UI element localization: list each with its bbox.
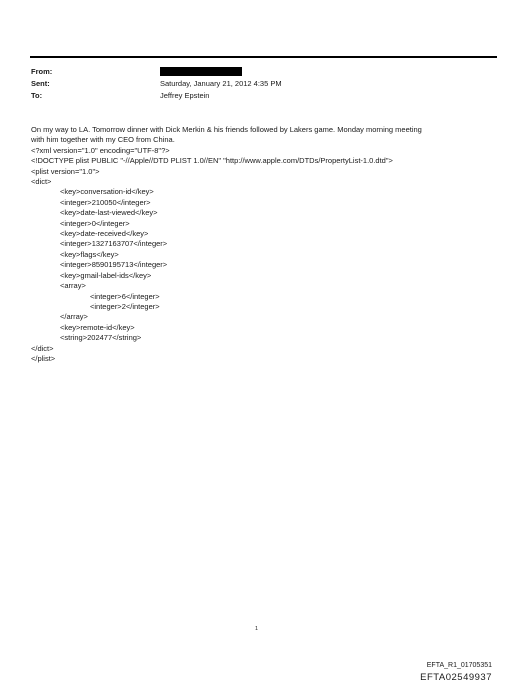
message-line: On my way to LA. Tomorrow dinner with Dick Merkin & his friends followed by Lakers game. Monday morning meeting [31,125,422,134]
to-value: Jeffrey Epstein [160,91,210,100]
redaction-box [160,67,242,76]
dict-close: </dict> [31,343,54,353]
document-id-secondary: EFTA02549937 [420,672,492,683]
plist-entry: <key>date-last-viewed</key> [60,208,158,218]
plist-entry: <integer>6</integer> [90,291,160,301]
plist-open: <plist version="1.0"> [31,166,100,176]
dict-open: <dict> [31,177,52,187]
doctype-line: <!DOCTYPE plist PUBLIC "-//Apple//DTD PLIST 1.0//EN" "http://www.apple.com/DTDs/PropertyList-1.0.dtd"> [31,156,393,166]
plist-entry: <integer>1327163707</integer> [60,239,168,249]
email-body [31,125,501,364]
header-divider [30,56,497,58]
plist-entry: <key>flags</key> [60,249,119,259]
plist-entry: <string>202477</string> [60,333,142,343]
sent-label: Sent: [31,79,50,88]
plist-entry: <array> [60,281,86,291]
page-number: 1 [255,626,259,632]
xml-declaration: <?xml version="1.0" encoding="UTF-8"?> [31,145,170,155]
message-line: with him together with my CEO from China. [31,135,175,145]
plist-entry: <key>date-received</key> [60,229,149,239]
plist-entry: <integer>0</integer> [60,218,130,228]
plist-entry: <integer>210050</integer> [60,197,151,207]
document-id-primary: EFTA_R1_01705351 [426,662,492,669]
plist-entry: <key>conversation-id</key> [60,187,154,197]
from-label: From: [31,67,53,76]
plist-entry: <integer>8590195713</integer> [60,260,168,270]
plist-entry: <integer>2</integer> [90,301,160,311]
sent-value: Saturday, January 21, 2012 4:35 PM [160,79,282,88]
plist-entry: <key>gmail-label-ids</key> [60,270,152,280]
to-label: To: [31,91,43,100]
plist-entry: <key>remote-id</key> [60,322,135,332]
plist-entry: </array> [60,312,88,322]
plist-close: </plist> [31,353,56,363]
